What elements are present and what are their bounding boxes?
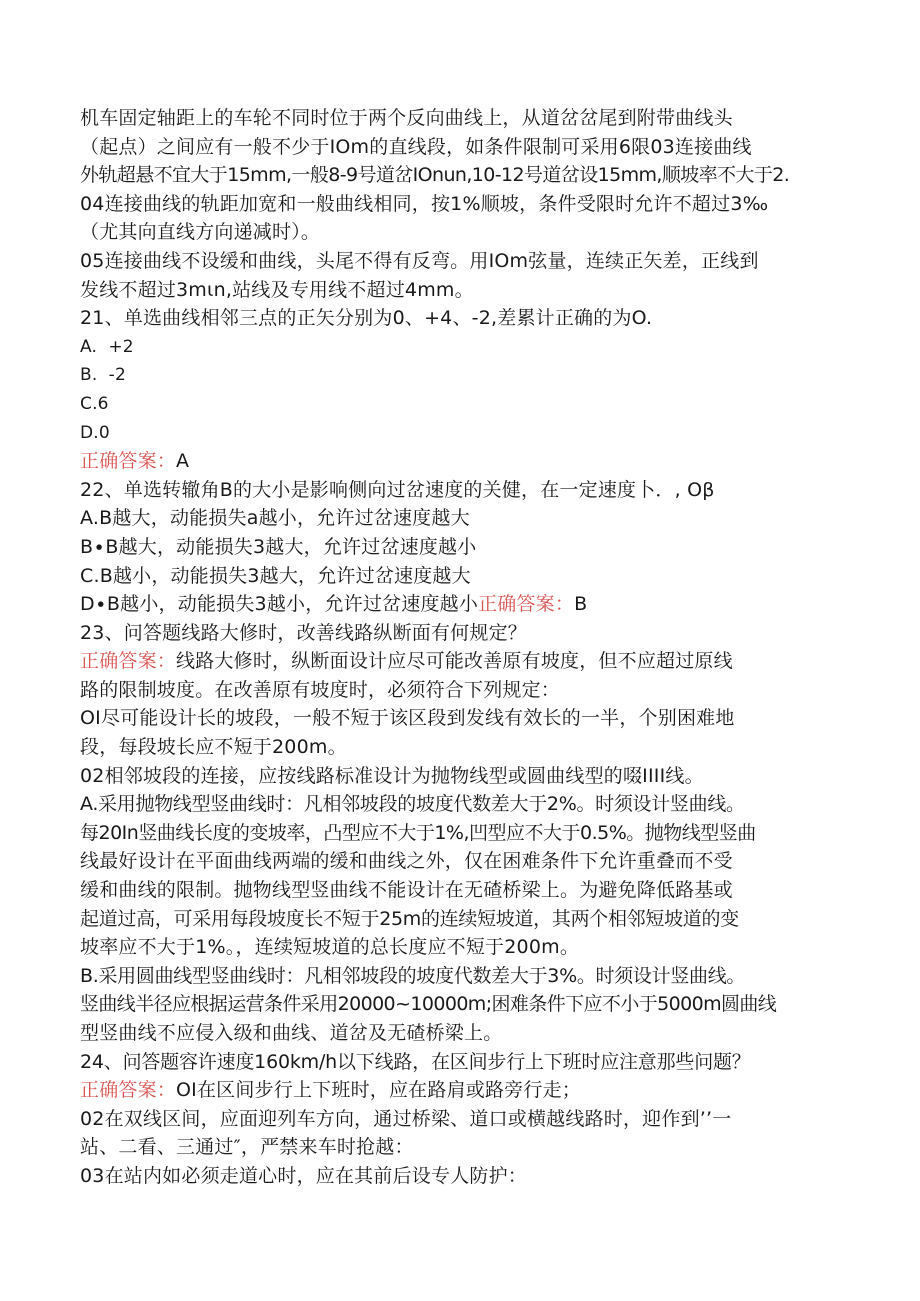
question-22: 22、单选转辙角B的大小是影响侧向过岔速度的关健，在一定速度卜．, Oβ (80, 478, 715, 501)
text-line: 02在双线区间，应面迎列车方向，通过桥梁、道口或横越线路时，迎作到’’一 (80, 1107, 732, 1130)
answer-24 (80, 1076, 840, 1105)
answer-value: A (176, 450, 190, 473)
text-line: 外轨超悬不宜大于15mm,一般8-9号道岔IOnun,10-12号道岔设15mm,顺坡率不大于2. (80, 164, 790, 187)
text-line: B.采用圆曲线型竖曲线时：凡相邻坡段的坡度代数差大于3%。时须设计竖曲线。 (80, 964, 746, 987)
text-line: A.采用抛物线型竖曲线时：凡相邻坡段的坡度代数差大于2%。时须设计竖曲线。 (80, 793, 745, 816)
option-d: D.0 (80, 422, 110, 443)
answer-21 (80, 447, 840, 476)
text-line: 段，每段坡长应不短于200m。 (80, 736, 347, 759)
answer-label: 正确答案： (478, 593, 575, 616)
option-b: B∙B越大，动能损失3越大，允许过岔速度越小 (80, 535, 477, 558)
text-line: 站、二看、三通过″，严禁来车时抢越： (80, 1136, 414, 1159)
answer-23 (80, 647, 840, 676)
answer-value: B (574, 593, 588, 616)
text-line: 03在站内如必须走道心时，应在其前后设专人防护： (80, 1164, 527, 1187)
option-c: C.B越小，动能损失3越大，允许过岔速度越大 (80, 564, 471, 587)
text-line: 机车固定轴距上的车轮不同时位于两个反向曲线上，从道岔岔尾到附带曲线头 (80, 107, 733, 129)
text-line: 线最好设计在平面曲线两端的缓和曲线之外，仅在困难条件下允许重叠而不受 (80, 850, 733, 873)
text-line: 每20In竖曲线长度的变坡率，凸型应不大于1%,凹型应不大于0.5%。抛物线型竖曲 (80, 821, 756, 844)
question-21: 21、单选曲线相邻三点的正矢分别为0、+4、-2,差累计正确的为O. (80, 307, 653, 330)
text-line: OI尽可能设计长的坡段，一般不短于该区段到发线有效长的一半，个别困难地 (80, 707, 735, 730)
answer-label: 正确答案： (80, 650, 177, 673)
option-d: D∙B越小，动能损失3越小，允许过岔速度越小 (80, 593, 479, 616)
text-line: 坡率应不大于1%。，连续短坡道的总长度应不短于200m。 (80, 936, 580, 959)
answer-label: 正确答案： (80, 450, 177, 473)
text-line: 04连接曲线的轨距加宽和一般曲线相同，按1%顺坡，条件受限时允许不超过3‰ (80, 192, 769, 215)
option-c: C.6 (80, 393, 109, 414)
question-23: 23、问答题线路大修时，改善线路纵断面有何规定？ (80, 621, 527, 644)
answer-label: 正确答案： (80, 1079, 177, 1102)
question-24: 24、问答题容许速度160km∕h以下线路，在区间步行上下班时应注意那些问题？ (80, 1050, 751, 1073)
text-line: （起点）之间应有一般不少于IOm的直线段，如条件限制可采用6限03连接曲线 (80, 135, 752, 158)
text-line: 竖曲线半径应根据运营条件采用20000~10000m;困难条件下应不小于5000m圆曲线 (80, 993, 777, 1016)
option-d-with-answer (80, 590, 840, 619)
text-line: 02相邻坡段的连接，应按线路标准设计为抛物线型或圆曲线型的啜IIII线。 (80, 764, 704, 787)
text-line: 路的限制坡度。在改善原有坡度时，必须符合下列规定： (80, 678, 561, 701)
option-b: B. -2 (80, 365, 127, 386)
text-line: （尤其向直线方向递减时）。 (80, 221, 321, 244)
text-line: 起道过高，可采用每段坡度长不短于25m的连续短坡道，其两个相邻短坡道的变 (80, 907, 739, 930)
text-line: 05连接曲线不设缓和曲线，头尾不得有反弯。用IOm弦量，连续正矢差，正线到 (80, 249, 759, 272)
text-line: 发线不超过3mιn,站线及专用线不超过4mm。 (80, 278, 474, 301)
text-line: 缓和曲线的限制。抛物线型竖曲线不能设计在无碴桥梁上。为避免降低路基或 (80, 879, 733, 902)
option-a: A.B越大，动能损失a越小，允许过岔速度越大 (80, 507, 470, 530)
answer-text: 线路大修时，纵断面设计应尽可能改善原有坡度，但不应超过原线 (176, 650, 733, 673)
text-line: 型竖曲线不应侵入级和曲线、道岔及无碴桥梁上。 (80, 1022, 503, 1044)
answer-text: OI在区间步行上下班时，应在路肩或路旁行走； (176, 1079, 581, 1102)
document-body (80, 104, 840, 1191)
option-a: A. +2 (80, 336, 134, 357)
